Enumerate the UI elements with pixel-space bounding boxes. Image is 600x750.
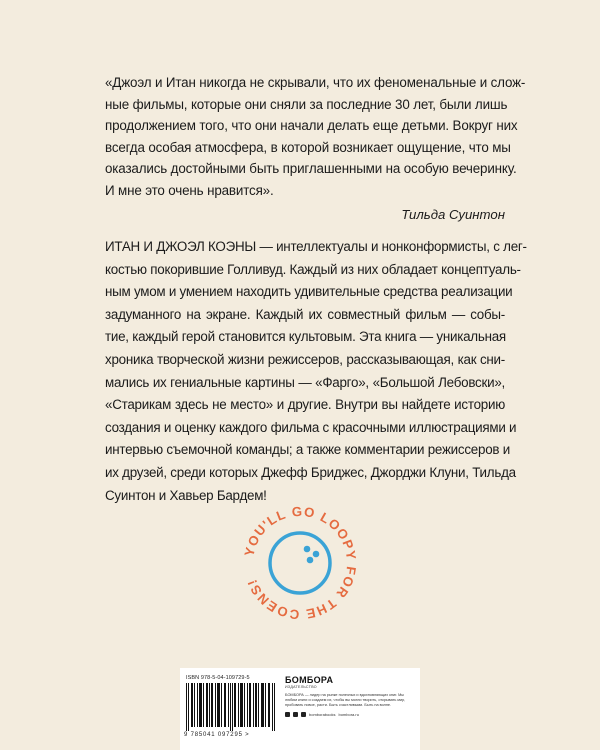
description-line: задуманного на экране. Каждый их совместный фильм — собы- xyxy=(105,306,505,322)
website: bombora.ru xyxy=(338,711,359,717)
description-line: Суинтон и Хавьер Бардем! xyxy=(105,487,267,503)
quote-line: И мне это очень нравится». xyxy=(105,182,274,198)
quote-line: «Джоэл и Итан никогда не скрывали, что их феноменальные и слож- xyxy=(105,75,526,90)
finger-hole xyxy=(313,551,320,558)
bowling-ball-badge xyxy=(240,500,360,625)
publisher-logo: БОМБОРА xyxy=(285,675,334,685)
description-line: ным умом и умением находить удивительные средства реализации xyxy=(105,284,513,300)
description-block xyxy=(105,236,527,507)
social-handle: bomborabooks xyxy=(309,711,336,717)
description-line: мались их гениальные картины — «Фарго», «Большой Лебовски», xyxy=(105,374,505,390)
description-line: интервью съемочной команды; а также комментарии режиссеров и xyxy=(105,442,510,458)
barcode-number: 9 785041 097295 > xyxy=(184,732,250,738)
badge-text: YOU'LL GO LOOPY FOR THE COENS! xyxy=(241,503,360,623)
isbn-label: ISBN 978-5-04-109729-5 xyxy=(186,675,250,681)
quote-line: продолжением того, что они начали делать еще детьми. Вокруг них xyxy=(105,118,518,133)
description-line: создания и оценку каждого фильма с красочными иллюстрациями и xyxy=(105,419,517,435)
description-line: костью покорившие Голливуд. Каждый из них обладает концептуаль- xyxy=(105,261,521,277)
description-line: «Старикам здесь не место» и другие. Внутри вы найдете историю xyxy=(105,397,505,413)
quote-line: ные фильмы, которые они сняли за последние 30 лет, были лишь xyxy=(105,96,508,112)
publisher-social xyxy=(285,712,415,717)
publisher-subtitle: ИЗДАТЕЛЬСТВО xyxy=(285,685,317,689)
quote-block xyxy=(105,72,526,222)
quote-line: оказались достойными быть приглашенными на особую вечеринку. xyxy=(105,161,517,176)
barcode-panel xyxy=(180,668,420,750)
barcode xyxy=(186,683,278,731)
publisher-description: БОМБОРА — лидер на рынке полезных и вдохновляющих книг. Мы любим книги и создаем их, чтобы вы могли творить, открывать мир, пробовать новое, расти. Быть счастливыми. Быть на волне. xyxy=(285,693,406,708)
description-line: тие, каждый герой становится культовым. Эта книга — уникальная xyxy=(105,329,506,345)
quote-author: Тильда Суинтон xyxy=(401,207,505,222)
quote-line: всегда особая атмосфера, в которой возникает ощущение, что мы xyxy=(105,139,511,155)
vk-icon xyxy=(285,712,290,717)
publisher-info xyxy=(285,675,415,717)
finger-hole xyxy=(307,557,314,564)
finger-hole xyxy=(304,546,311,553)
description-line: ИТАН И ДЖОЭЛ КОЭНЫ — интеллектуалы и нонконформисты, с лег- xyxy=(105,239,527,254)
description-line: хроника творческой жизни режиссеров, рассказывающая, как сни- xyxy=(105,351,505,367)
telegram-icon xyxy=(301,712,306,717)
description-line: их друзей, среди которых Джефф Бриджес, Джорджи Клуни, Тильда xyxy=(105,464,516,480)
instagram-icon xyxy=(293,712,298,717)
bowling-ball-icon xyxy=(270,533,330,593)
